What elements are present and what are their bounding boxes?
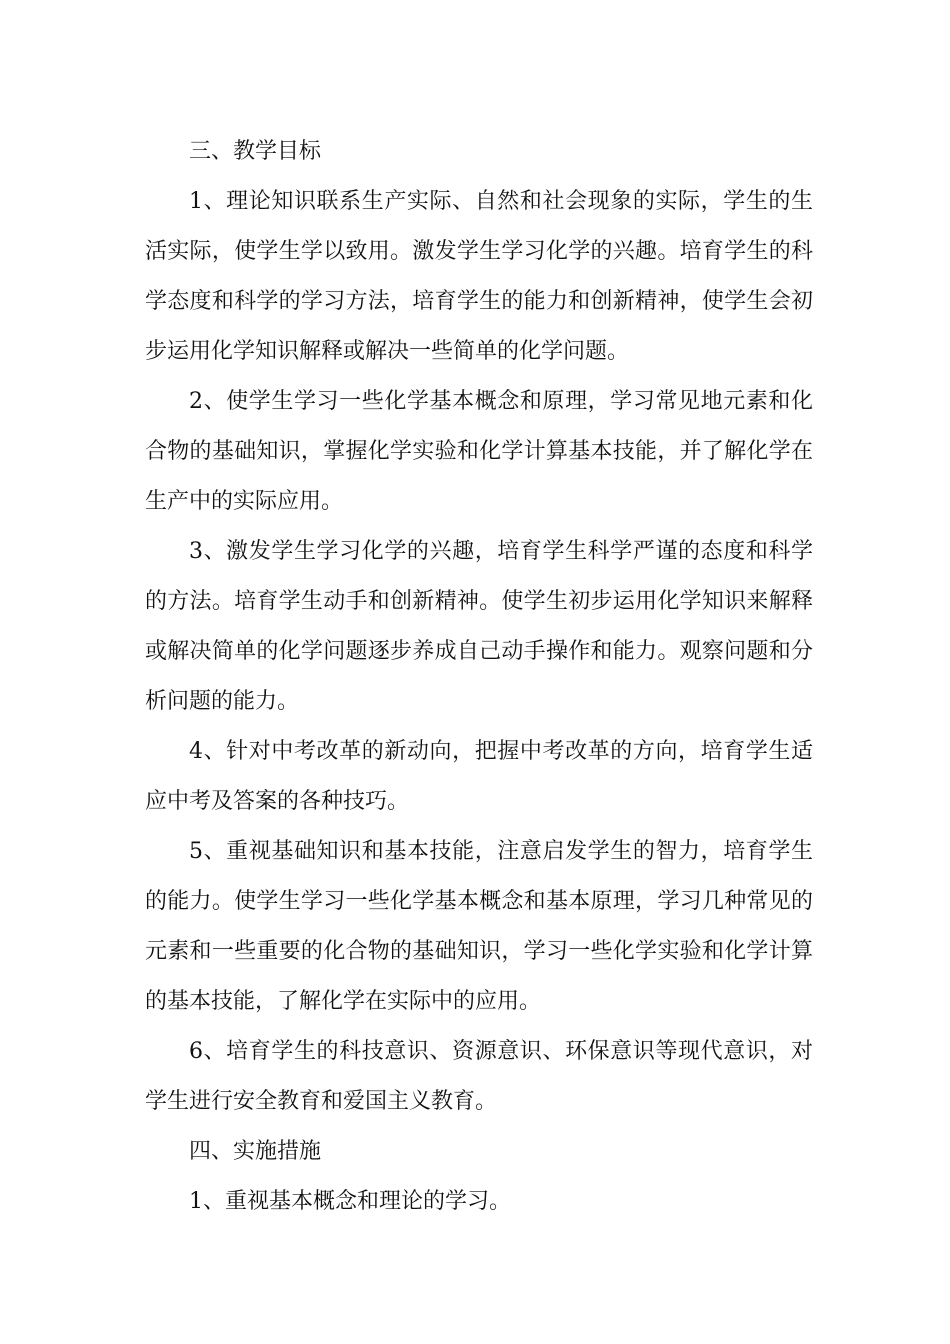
paragraph-goal-1: 1、理论知识联系生产实际、自然和社会现象的实际，学生的生活实际，使学生学以致用。激发学生学习化学的兴趣。培育学生的科学态度和科学的学习方法，培育学生的能力和创新精神，使学生会初步运用化学知识解释或解决一些简单的化学问题。: [145, 189, 813, 364]
paragraph-goal-5: 5、重视基础知识和基本技能，注意启发学生的智力，培育学生的能力。使学生学习一些化学基本概念和基本原理，学习几种常见的元素和一些重要的化合物的基础知识，学习一些化学实验和化学计算的基本技能，了解化学在实际中的应用。: [145, 839, 813, 1014]
paragraph-goal-6: 6、培育学生的科技意识、资源意识、环保意识等现代意识，对学生进行安全教育和爱国主义教育。: [145, 1039, 813, 1114]
paragraph-goal-2: 2、使学生学习一些化学基本概念和原理，学习常见地元素和化合物的基础知识，掌握化学实验和化学计算基本技能，并了解化学在生产中的实际应用。: [145, 389, 813, 514]
section-heading-teaching-goals: 三、教学目标: [189, 139, 322, 164]
paragraph-goal-4: 4、针对中考改革的新动向，把握中考改革的方向，培育学生适应中考及答案的各种技巧。: [145, 739, 813, 814]
paragraph-goal-3: 3、激发学生学习化学的兴趣，培育学生科学严谨的态度和科学的方法。培育学生动手和创新精神。使学生初步运用化学知识来解释或解决简单的化学问题逐步养成自己动手操作和能力。观察问题和分析问题的能力。: [145, 539, 813, 714]
section-heading-measures: 四、实施措施: [189, 1139, 322, 1164]
document-body: [145, 127, 813, 1227]
paragraph-measure-1: 1、重视基本概念和理论的学习。: [189, 1189, 511, 1214]
